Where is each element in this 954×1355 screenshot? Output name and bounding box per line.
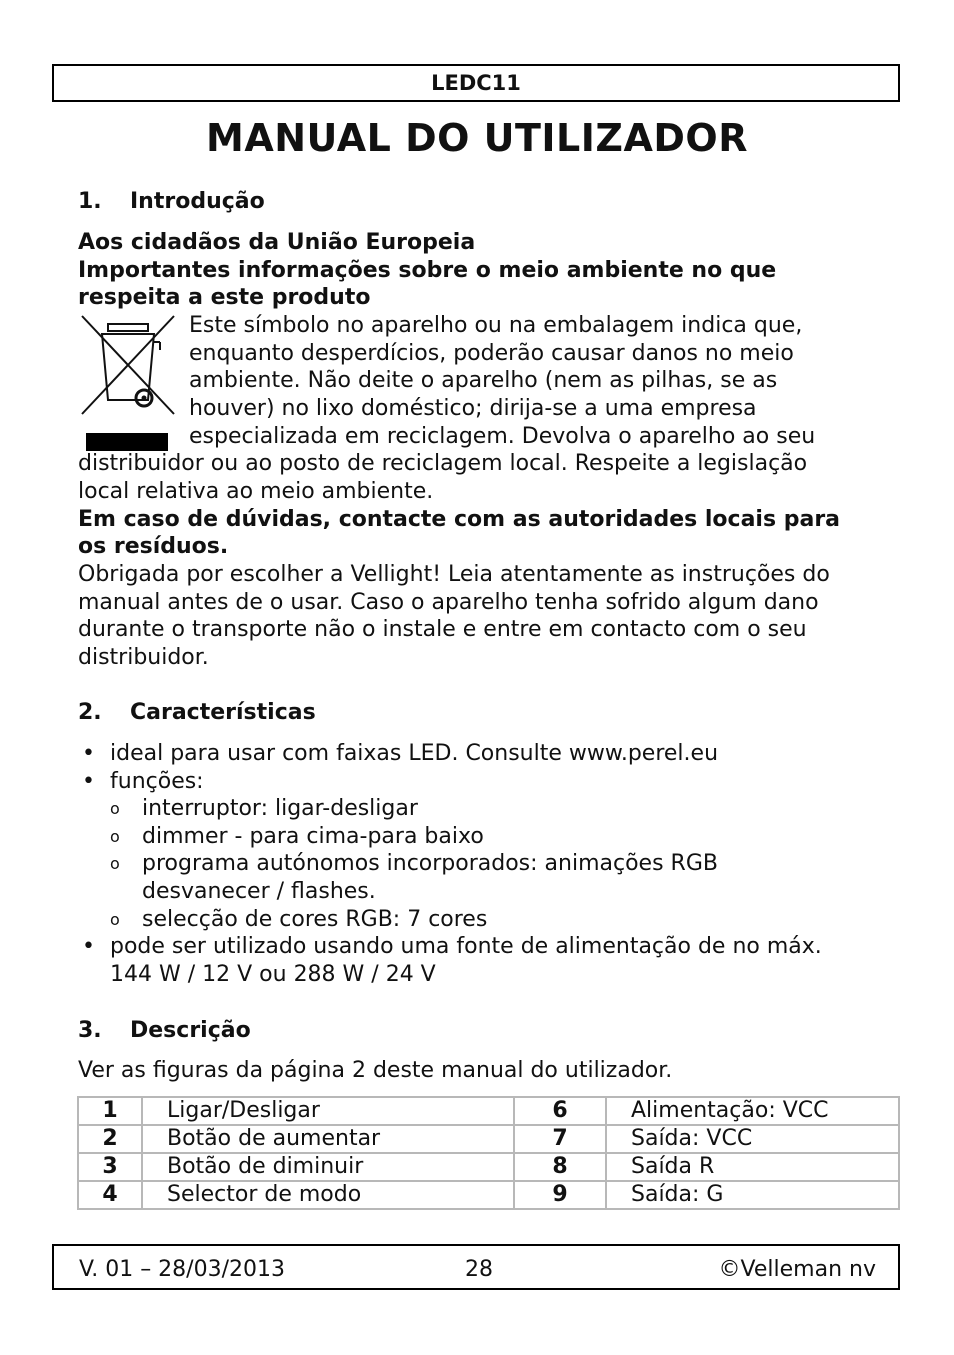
doubt-text-2: os resíduos. — [78, 534, 229, 559]
section2-heading: 2. Características — [78, 700, 316, 725]
thanks-text-2: manual antes de o usar. Caso o aparelho tenha sofrido algum dano — [78, 590, 819, 615]
section1-heading: 1. Introdução — [78, 189, 265, 214]
thanks-text-1: Obrigada por escolher a Vellight! Leia atentamente as instruções do — [78, 562, 830, 587]
eu-citizens-line: Aos cidadãos da União Europeia — [78, 230, 476, 255]
description-intro: Ver as figuras da página 2 deste manual do utilizador. — [78, 1058, 673, 1083]
list-item: • ideal para usar com faixas LED. Consulte www.perel.eu — [82, 741, 719, 766]
table-row: 3 Botão de diminuir 8 Saída R — [78, 1153, 899, 1181]
weee-text-4: houver) no lixo doméstico; dirija-se a uma empresa — [189, 396, 757, 421]
env-info-line-2: respeita a este produto — [78, 285, 371, 310]
version-label: V. 01 – 28/03/2013 — [79, 1257, 285, 1282]
table-row: 1 Ligar/Desligar 6 Alimentação: VCC — [78, 1097, 899, 1125]
table-row: 4 Selector de modo 9 Saída: G — [78, 1181, 899, 1209]
table-row: 2 Botão de aumentar 7 Saída: VCC — [78, 1125, 899, 1153]
list-item: o interruptor: ligar-desligar — [110, 796, 418, 822]
thanks-text-3: durante o transporte não o instale e entre em contacto com o seu — [78, 617, 807, 642]
weee-text-1: Este símbolo no aparelho ou na embalagem indica que, — [189, 313, 803, 338]
list-item: • funções: — [82, 768, 204, 794]
page-title: MANUAL DO UTILIZADOR — [206, 116, 748, 160]
env-info-line-1: Importantes informações sobre o meio ambiente no que — [78, 258, 777, 283]
features-list — [78, 740, 822, 988]
section3-heading: 3. Descrição — [78, 1018, 251, 1043]
thanks-text-4: distribuidor. — [78, 645, 209, 670]
copyright-label: ©Velleman nv — [718, 1257, 876, 1282]
list-item: o selecção de cores RGB: 7 cores — [110, 906, 488, 932]
weee-bin-icon — [80, 314, 178, 454]
header-box — [52, 64, 900, 102]
recycle-text-2: local relativa ao meio ambiente. — [78, 479, 434, 504]
footer-box — [52, 1244, 900, 1290]
model-label: LEDC11 — [431, 71, 521, 95]
list-item: o programa autónomos incorporados: animações RGB — [110, 851, 718, 877]
list-item-continuation: desvanecer / flashes. — [142, 878, 376, 904]
parts-table — [77, 1096, 900, 1210]
page-number: 28 — [465, 1257, 493, 1282]
weee-text-2: enquanto desperdícios, poderão causar danos no meio — [189, 341, 794, 366]
recycle-text-1: distribuidor ou ao posto de reciclagem local. Respeite a legislação — [78, 451, 808, 476]
doubt-text-1: Em caso de dúvidas, contacte com as autoridades locais para — [78, 507, 841, 532]
weee-text-3: ambiente. Não deite o aparelho (nem as pilhas, se as — [189, 368, 778, 393]
list-item: • pode ser utilizado usando uma fonte de alimentação de no máx. — [82, 934, 822, 960]
list-item: o dimmer - para cima-para baixo — [110, 823, 484, 849]
list-item-continuation: 144 W / 12 V ou 288 W / 24 V — [110, 961, 436, 987]
weee-text-5: especializada em reciclagem. Devolva o aparelho ao seu — [189, 424, 816, 449]
